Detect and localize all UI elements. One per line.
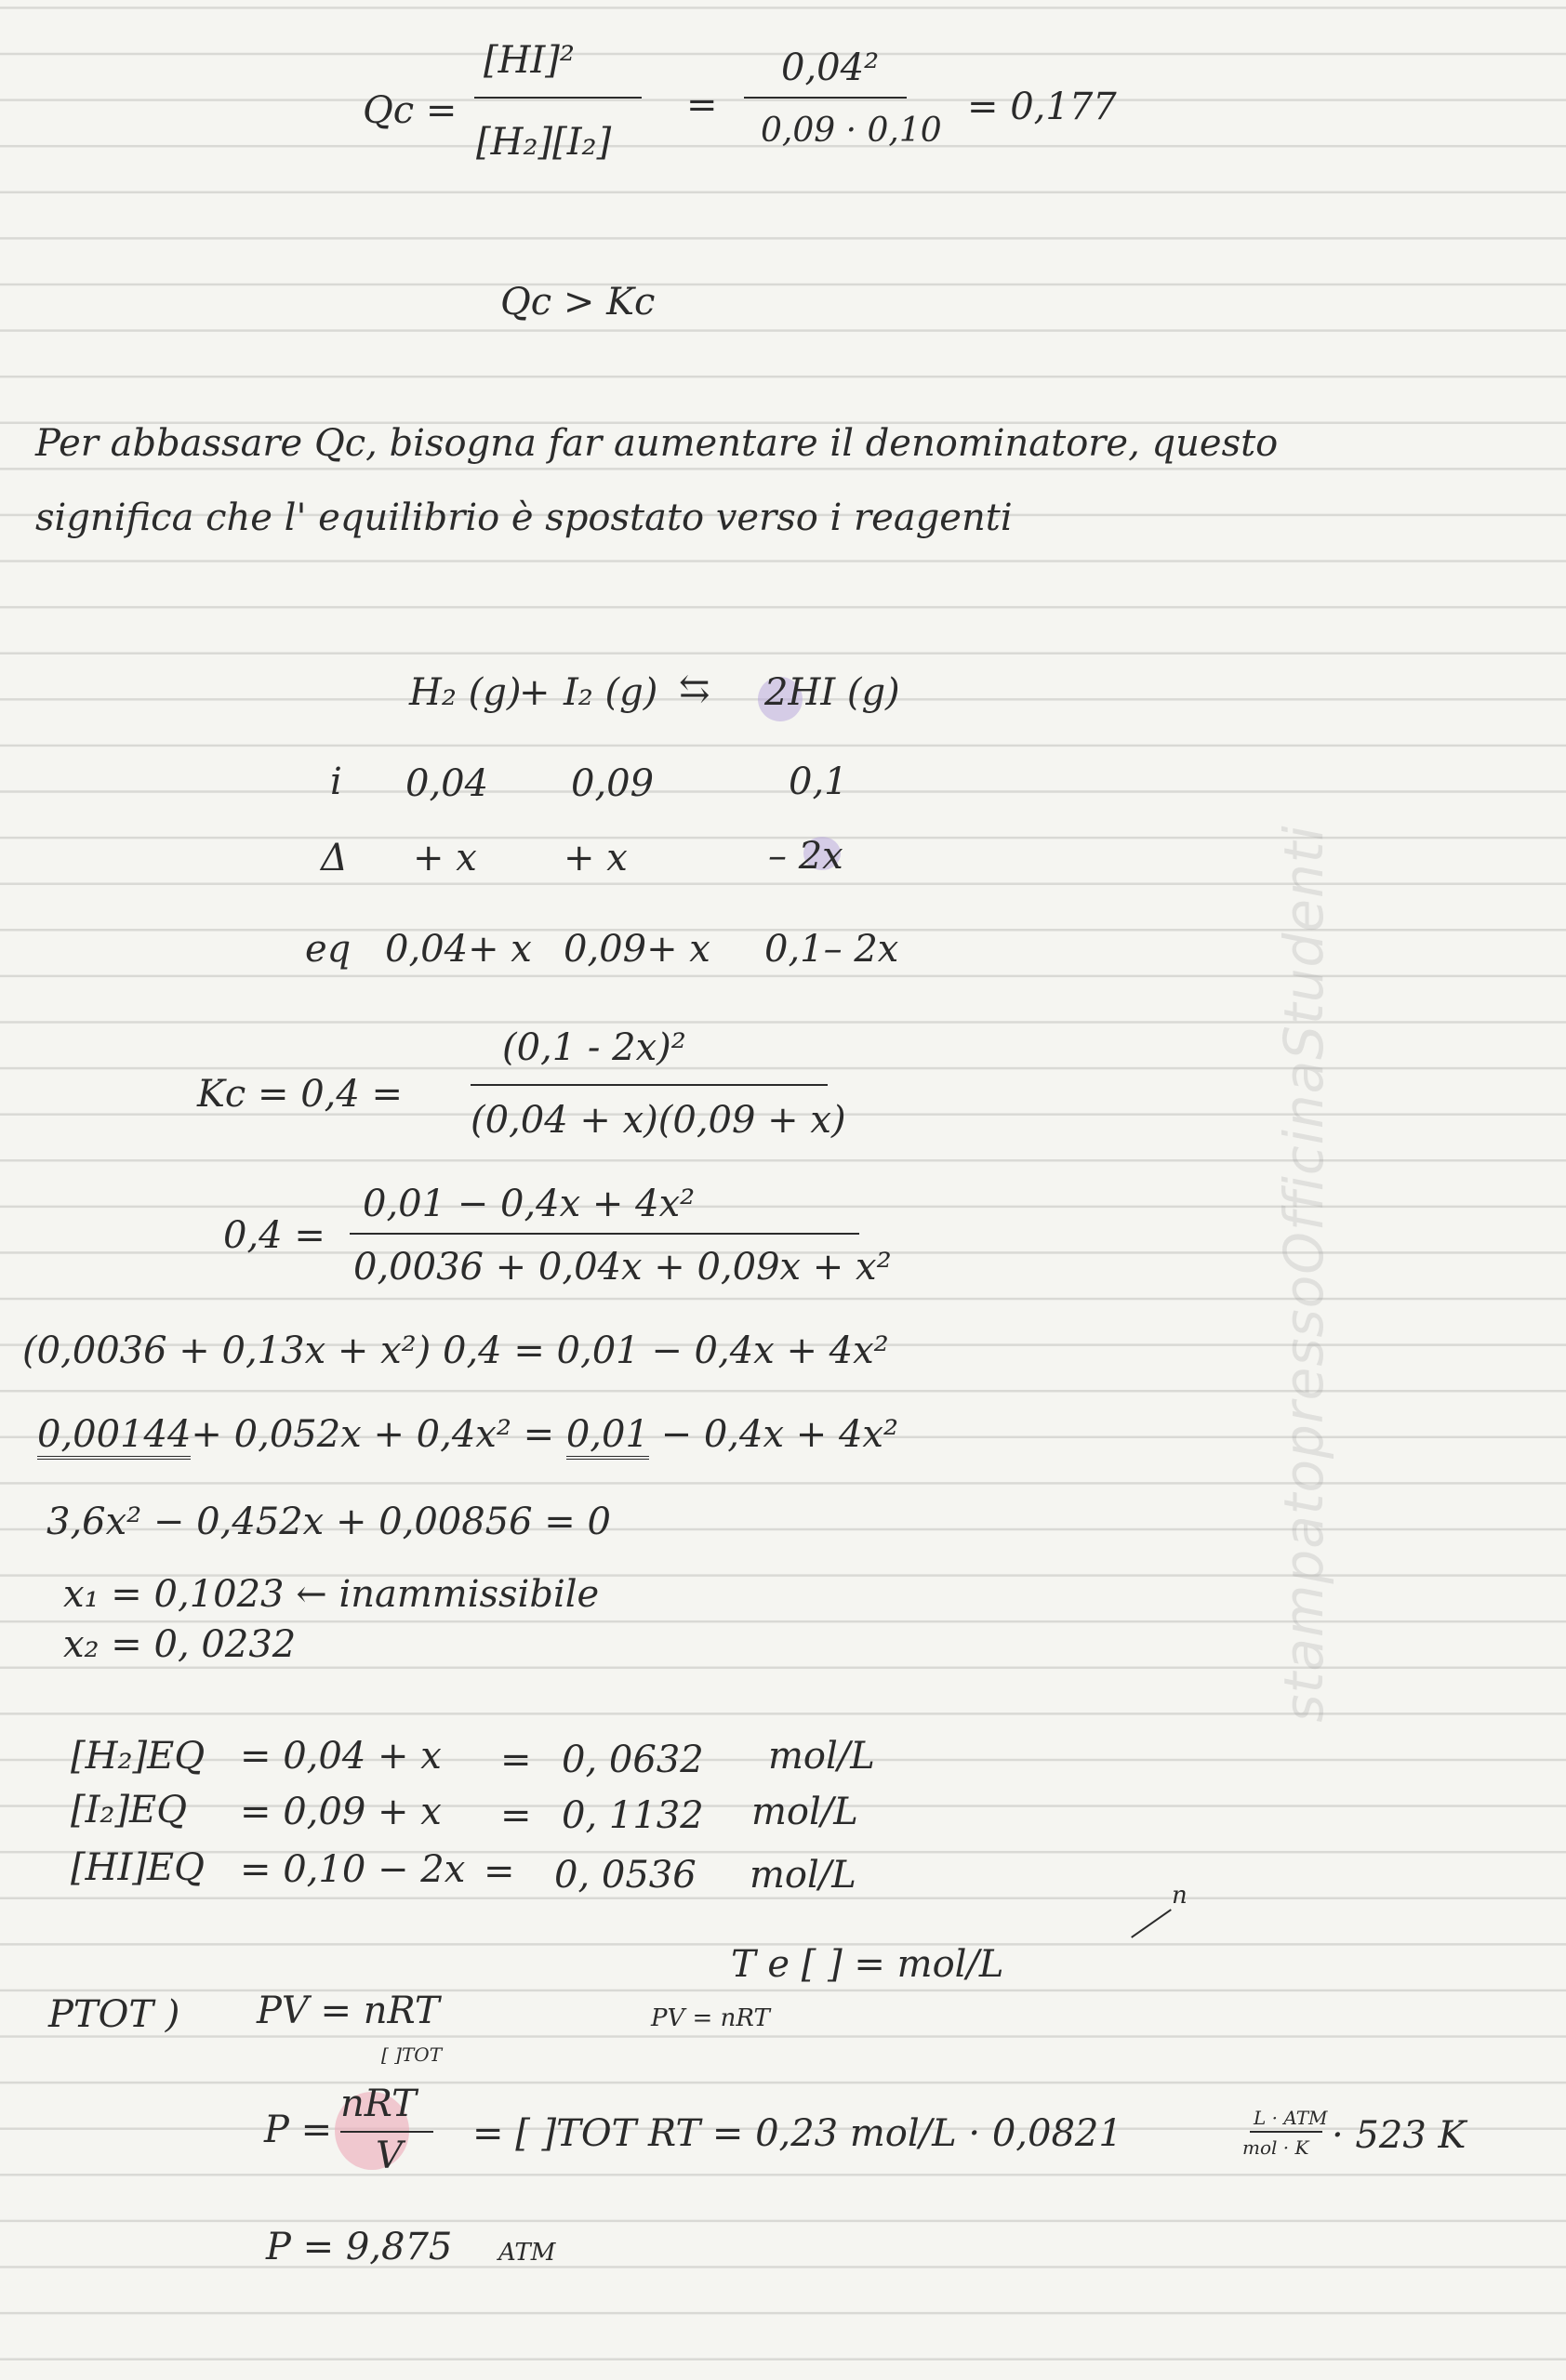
qc-value-fraction-bar bbox=[744, 97, 907, 99]
step-2 bbox=[37, 1413, 898, 1456]
reactant-h2: H₂ (g) bbox=[409, 671, 522, 714]
explanation-line-1: Per abbassare Qc, bisogna far aumentare il denominatore, questo bbox=[35, 422, 1279, 465]
ptot-note-sub: PV = nRT bbox=[651, 2004, 770, 2032]
eq-conc-hi-eq: = bbox=[484, 1850, 515, 1893]
kc-denominator: (0,04 + x)(0,09 + x) bbox=[471, 1099, 846, 1142]
reaction-plus: + bbox=[519, 671, 551, 714]
kc-lhs: Kc = 0,4 = bbox=[197, 1073, 404, 1116]
eq-conc-h2-eq: = bbox=[500, 1739, 532, 1781]
root-x2: x₂ = 0, 0232 bbox=[63, 1623, 297, 1666]
watermark: stampatopressoOfficinaStudenti bbox=[1272, 825, 1335, 1723]
ice-label-eq: eq bbox=[305, 928, 352, 971]
kc-fraction-bar bbox=[471, 1084, 828, 1086]
ptot-label: PTOT ) bbox=[48, 1993, 180, 2036]
step-2-term-d: − 0,4x + 4x² bbox=[648, 1413, 898, 1456]
qc-numerator: [HI]² bbox=[484, 39, 575, 82]
step-2-term-a: 0,00144 bbox=[37, 1413, 191, 1460]
eq-conc-hi-unit: mol/L bbox=[750, 1854, 856, 1897]
eq-conc-i2-unit: mol/L bbox=[751, 1791, 858, 1833]
eq-conc-h2-unit: mol/L bbox=[768, 1735, 875, 1778]
step-2-term-b: + 0,052x + 0,4x² = bbox=[191, 1413, 566, 1456]
ice-delta-i2: + x bbox=[564, 837, 628, 879]
ice-delta-hi: – 2x bbox=[768, 835, 843, 878]
ptot-note: T e [ ] = mol/L bbox=[731, 1943, 1004, 1986]
qc-kc-comparison: Qc > Kc bbox=[500, 281, 656, 324]
units-denominator: mol · K bbox=[1242, 2136, 1309, 2159]
ice-initial-h2: 0,04 bbox=[405, 762, 489, 805]
ice-label-initial: i bbox=[330, 760, 342, 803]
qc-denominator: [H₂][I₂] bbox=[476, 121, 612, 164]
p-expression: = [ ]TOT RT = 0,23 mol/L · 0,0821 bbox=[472, 2112, 1122, 2155]
eq-conc-h2-species: [H₂]EQ bbox=[71, 1735, 206, 1778]
eq-conc-i2-eq: = bbox=[500, 1794, 532, 1837]
p-temperature: · 523 K bbox=[1332, 2114, 1466, 2157]
ice-eq-i2: 0,09+ x bbox=[564, 928, 710, 971]
ice-eq-h2: 0,04+ x bbox=[385, 928, 532, 971]
product-hi: 2HI (g) bbox=[764, 671, 900, 714]
equilibrium-arrow-icon: ⇆ bbox=[679, 668, 710, 710]
ice-delta-h2: + x bbox=[413, 837, 477, 879]
expanded-denominator: 0,0036 + 0,04x + 0,09x + x² bbox=[353, 1246, 892, 1289]
eq-conc-hi-expr: = 0,10 − 2x bbox=[240, 1848, 466, 1891]
qc-label: Qc = bbox=[363, 89, 458, 132]
p-fraction-bar bbox=[340, 2131, 433, 2133]
qc-denominator-value: 0,09 · 0,10 bbox=[761, 112, 942, 150]
qc-equals-1: = bbox=[686, 84, 718, 126]
step-2-term-c: 0,01 bbox=[566, 1413, 649, 1460]
expanded-numerator: 0,01 − 0,4x + 4x² bbox=[363, 1183, 696, 1225]
units-fraction-bar bbox=[1250, 2131, 1322, 2133]
ice-label-delta: Δ bbox=[321, 837, 348, 879]
kc-numerator: (0,1 - 2x)² bbox=[502, 1026, 686, 1069]
root-x1: x₁ = 0,1023 ← inammissibile bbox=[63, 1573, 600, 1616]
eq-conc-h2-value: 0, 0632 bbox=[562, 1739, 704, 1781]
units-numerator: L · ATM bbox=[1254, 2107, 1328, 2129]
ice-initial-hi: 0,1 bbox=[789, 760, 848, 803]
pressure-result-unit: ATM bbox=[498, 2239, 556, 2267]
reactant-i2: I₂ (g) bbox=[564, 671, 658, 714]
tot-annotation: [ ]TOT bbox=[381, 2043, 443, 2066]
eq-conc-hi-species: [HI]EQ bbox=[71, 1846, 205, 1889]
qc-fraction-bar bbox=[474, 97, 642, 99]
expanded-lhs: 0,4 = bbox=[223, 1214, 325, 1257]
qc-result: = 0,177 bbox=[967, 86, 1117, 128]
ice-initial-i2: 0,09 bbox=[571, 762, 655, 805]
explanation-line-2: significa che l' equilibrio è spostato verso i reagenti bbox=[35, 496, 1013, 539]
pressure-result: P = 9,875 bbox=[266, 2226, 453, 2268]
eq-conc-h2-expr: = 0,04 + x bbox=[240, 1735, 442, 1778]
p-lhs: P = bbox=[264, 2109, 333, 2151]
eq-conc-i2-value: 0, 1132 bbox=[562, 1794, 704, 1837]
ice-eq-hi: 0,1– 2x bbox=[764, 928, 899, 971]
expanded-fraction-bar bbox=[350, 1233, 859, 1235]
eq-conc-i2-species: [I₂]EQ bbox=[71, 1789, 188, 1831]
step-1: (0,0036 + 0,13x + x²) 0,4 = 0,01 − 0,4x + 4x² bbox=[22, 1329, 889, 1372]
p-denominator: V bbox=[376, 2135, 403, 2177]
eq-conc-hi-value: 0, 0536 bbox=[554, 1854, 697, 1897]
eq-conc-i2-expr: = 0,09 + x bbox=[240, 1791, 442, 1833]
step-3: 3,6x² − 0,452x + 0,00856 = 0 bbox=[46, 1501, 611, 1543]
p-numerator: nRT bbox=[340, 2082, 417, 2125]
qc-numerator-value: 0,04² bbox=[781, 46, 880, 89]
ideal-gas-law: PV = nRT bbox=[257, 1990, 440, 2032]
note-arrow-icon bbox=[1131, 1909, 1172, 1937]
ptot-note-arrow-label: n bbox=[1172, 1882, 1188, 1910]
